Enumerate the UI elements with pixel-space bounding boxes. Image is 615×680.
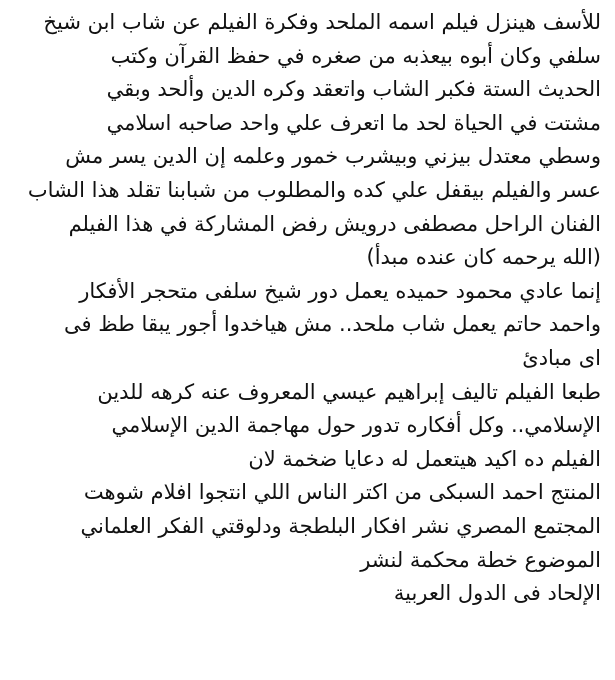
text-line: (الله يرحمه كان عنده مبدأ) — [366, 245, 601, 270]
text-line: طبعا الفيلم تاليف إبراهيم عيسي المعروف عنه كرهه للدين — [97, 379, 601, 404]
text-line: الفنان الراحل مصطفى درويش رفض المشاركة في هذا الفيلم — [68, 211, 601, 236]
text-line: الإسلامي.. وكل أفكاره تدور حول مهاجمة الدين الإسلامي — [111, 413, 601, 438]
text-line: الحديث الستة فكبر الشاب واتعقد وكره الدين وألحد وبقي — [106, 77, 601, 102]
text-line: الموضوع خطة محكمة لنشر — [360, 547, 601, 572]
text-line: عسر والفيلم بيقفل علي كده والمطلوب من شبابنا تقلد هذا الشاب — [27, 177, 601, 202]
text-line: إنما عادي محمود حميده يعمل دور شيخ سلفى متحجر الأفكار — [79, 278, 601, 303]
text-line: الفيلم ده اكيد هيتعمل له دعايا ضخمة لان — [248, 446, 601, 471]
text-line: وسطي معتدل بيزني وبيشرب خمور وعلمه إن الدين يسر مش — [65, 144, 601, 169]
text-line: مشتت في الحياة لحد ما اتعرف علي واحد صاحبه اسلامي — [106, 110, 601, 135]
post-text-body — [10, 6, 601, 611]
text-line: المجتمع المصري نشر افكار البلطجة ودلوقتي الفكر العلماني — [80, 513, 601, 538]
text-line: واحمد حاتم يعمل شاب ملحد.. مش هياخدوا أجور يبقا طظ فى — [64, 312, 601, 337]
text-line: المنتج احمد السبكى من اكتر الناس اللي انتجوا افلام شوهت — [83, 480, 601, 505]
text-line: سلفي وكان أبوه بيعذبه من صغره في حفظ القرآن وكتب — [110, 43, 601, 68]
text-line: للأسف هينزل فيلم اسمه الملحد وفكرة الفيلم عن شاب ابن شيخ — [43, 10, 601, 34]
text-line: اى مبادئ — [522, 345, 601, 370]
text-line: الإلحاد فى الدول العربية — [393, 581, 601, 606]
